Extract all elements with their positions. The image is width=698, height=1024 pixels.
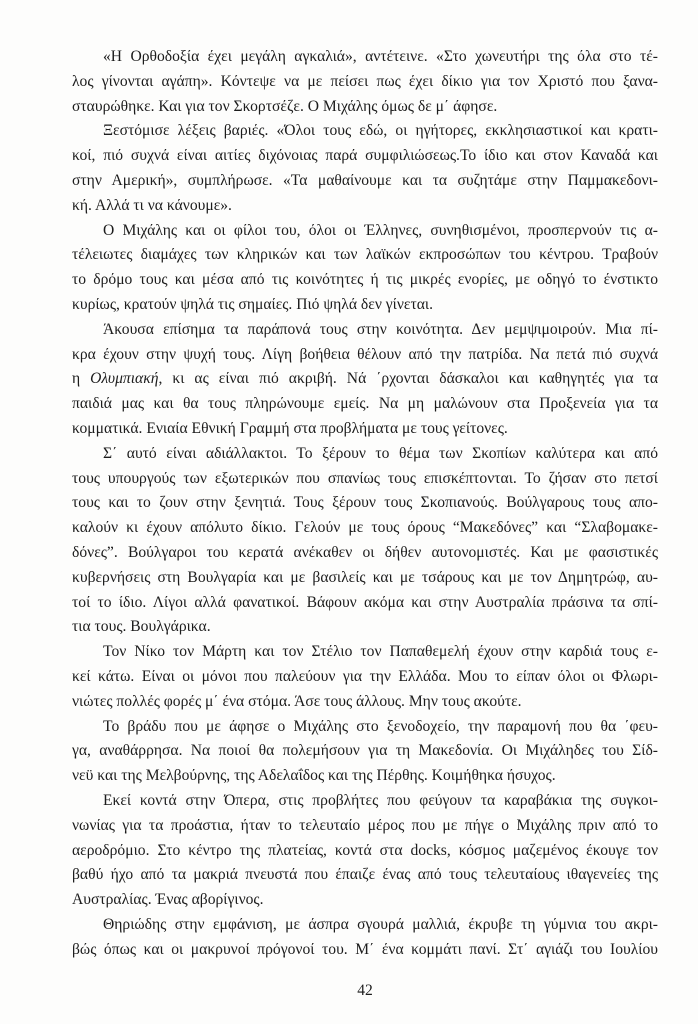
text-line <box>72 144 658 169</box>
text-segment: νωνίας για τα προάστια, ήταν το τελευταίο μέρος που με πήγε ο Μιχάλης πριν από το <box>72 816 658 834</box>
line-content <box>103 219 658 244</box>
text-segment: Ο Μιχάλης και οι φίλοι του, όλοι οι Έλληνες, συνηθισμένοι, προσπερνούν τις α- <box>103 221 658 239</box>
text-line <box>72 615 658 640</box>
text-segment: τέλειωτες διαμάχες των κληρικών και των λαϊκών εκπροσώπων του κέντρου. Τραβούν <box>72 246 658 264</box>
text-segment: κεί κάτω. Είναι οι μόνοι που παλεύουν για την Ελλάδα. Μου το είπαν όλοι οι Φλωρι- <box>72 667 658 685</box>
paragraph <box>72 119 658 218</box>
text-line <box>72 442 658 467</box>
text-line <box>72 789 658 814</box>
text-line <box>72 541 658 566</box>
text-line <box>72 70 658 95</box>
paragraph <box>72 219 658 318</box>
text-segment: τους και το ζουν στην ξενητιά. Τους ξέρουν τους Σκοπιανούς. Βούλγαρους τους απο- <box>72 494 658 512</box>
italic-text: Ολυμπιακή <box>90 370 159 388</box>
line-content <box>72 615 658 640</box>
text-line <box>72 293 658 318</box>
text-segment: το δρόμο τους και μέσα από τις κοινότητες ή τις μικρές ενορίες, με οδηγό το ένστικτο <box>72 271 658 289</box>
line-content <box>72 367 658 392</box>
line-content <box>103 715 658 740</box>
text-segment: λος γίνονται αγάπη». Κόντεψε να με πείσει πως έχει δίκιο για τον Χριστό που ξανα- <box>72 72 658 90</box>
text-line <box>72 467 658 492</box>
text-line <box>72 318 658 343</box>
text-segment: νιώτες πολλές φορές μ΄ ένα στόμα. Άσε τους άλλους. Μην τους ακούτε. <box>72 692 522 710</box>
paragraph <box>72 442 658 640</box>
line-content <box>72 839 658 864</box>
text-segment: Εκεί κοντά στην Όπερα, στις προβλήτες που φεύγουν τα καραβάκια της συγκοι- <box>103 791 658 809</box>
text-segment: βαθύ ήχο από τα μακριά πνευστά που έπαιζε ένας από τους τελευταίους ιθαγενείες της <box>72 866 658 884</box>
text-line <box>72 417 658 442</box>
text-line <box>72 913 658 938</box>
line-content <box>72 293 658 318</box>
line-content <box>72 243 658 268</box>
text-line <box>72 219 658 244</box>
text-segment: καλούν κι έχουν απόλυτο δίκιο. Γελούν με τους όρους “Μακεδόνες” και “Σλαβομακε- <box>72 519 658 537</box>
line-content <box>72 467 658 492</box>
line-content <box>72 739 658 764</box>
text-line <box>72 839 658 864</box>
line-content <box>103 789 658 814</box>
text-segment: Ξεστόμισε λέξεις βαριές. «Όλοι τους εδώ, οι ηγήτορες, εκκλησιαστικοί και κρατι- <box>103 122 658 140</box>
line-content <box>72 343 658 368</box>
text-line <box>72 888 658 913</box>
text-segment: σταυρώθηκε. Και για τον Σκορτσέζε. Ο Μιχάλης όμως δε μ΄ άφησε. <box>72 97 498 115</box>
line-content <box>103 442 658 467</box>
line-content <box>72 764 658 789</box>
text-segment: κοί, πιό συχνά είναι αιτίες διχόνοιας παρά συμφιλιώσεως.Το ίδιο και στον Καναδά και <box>72 147 658 165</box>
line-content <box>72 690 658 715</box>
line-content <box>103 640 658 665</box>
text-segment: Αυστραλίας. Ένας αβορίγινος. <box>72 891 264 909</box>
text-segment: Άκουσα επίσημα τα παράπονά τους στην κοινότητα. Δεν μεμψιμοιρούν. Μια πί- <box>103 320 658 338</box>
text-segment: γα, αναθάρρησα. Να ποιοί θα πολεμήσουν για τη Μακεδονία. Οι Μιχάληδες του Σίδ- <box>72 742 658 760</box>
text-line <box>72 194 658 219</box>
line-content <box>72 144 658 169</box>
text-segment: στην Αμερική», συμπλήρωσε. «Τα μαθαίνουμε και τα συζητάμε στην Παμμακεδονι- <box>72 171 658 189</box>
text-line <box>72 45 658 70</box>
text-line <box>72 665 658 690</box>
text-line <box>72 119 658 144</box>
text-line <box>72 591 658 616</box>
line-content <box>103 119 658 144</box>
paragraph <box>72 45 658 119</box>
text-line <box>72 392 658 417</box>
line-content <box>72 814 658 839</box>
text-segment: Το βράδυ που με άφησε ο Μιχάλης στο ξενοδοχείο, την παραμονή που θα ΄φευ- <box>103 717 658 735</box>
line-content <box>72 491 658 516</box>
text-segment: κρα έχουν στην ψυχή τους. Λίγη βοήθεια θέλουν από την πατρίδα. Να πετά πιό συχνά <box>72 345 658 363</box>
text-line <box>72 268 658 293</box>
line-content <box>72 417 658 442</box>
line-content <box>72 169 658 194</box>
text-segment: κυρίως, κρατούν ψηλά τις σημαίες. Πιό ψηλά δεν γίνεται. <box>72 295 433 313</box>
paragraph <box>72 913 658 963</box>
text-line <box>72 715 658 740</box>
line-content <box>103 45 658 70</box>
line-content <box>72 888 658 913</box>
text-line <box>72 739 658 764</box>
text-line <box>72 169 658 194</box>
line-content <box>72 516 658 541</box>
text-segment: Σ΄ αυτό είναι αδιάλλακτοι. Το ξέρουν το θέμα των Σκοπίων καλύτερα και από <box>103 444 658 462</box>
text-line <box>72 367 658 392</box>
paragraph <box>72 318 658 442</box>
line-content <box>72 95 658 120</box>
line-content <box>103 913 658 938</box>
text-segment: τοί το ίδιο. Λίγοι αλλά φανατικοί. Βάφουν ακόμα και στην Αυστραλία πράσινα τα σπί- <box>72 593 658 611</box>
text-line <box>72 566 658 591</box>
paragraph <box>72 789 658 913</box>
line-content <box>103 318 658 343</box>
line-content <box>72 863 658 888</box>
line-content <box>72 194 658 219</box>
text-line <box>72 863 658 888</box>
text-line <box>72 764 658 789</box>
page-body-text <box>72 45 658 962</box>
line-content <box>72 541 658 566</box>
text-segment: κυβερνήσεις στη Βουλγαρία και με βασιλείς και με τσάρους και με τον Δημητρώφ, αυ- <box>72 568 658 586</box>
text-segment: τους υπουργούς των εξωτερικών που σπανίως τους επισκέπτονται. Το ζήσαν στο πετσί <box>72 469 658 487</box>
text-segment: τια τους. Βουλγάρικα. <box>72 618 211 636</box>
line-content <box>72 591 658 616</box>
paragraph <box>72 640 658 714</box>
text-segment: δόνες”. Βούλγαροι του κερατά ανέκαθεν οι δήθεν αυτονομιστές. Και με φασιστικές <box>72 543 658 561</box>
text-line <box>72 95 658 120</box>
line-content <box>72 938 658 963</box>
line-content <box>72 566 658 591</box>
text-segment: παιδιά μας και θα τους πληρώνουμε εμείς. Να μη μαλώνουν στα Προξενεία για τα <box>72 395 658 413</box>
text-line <box>72 491 658 516</box>
line-content <box>72 665 658 690</box>
text-segment: κή. Αλλά τι να κάνουμε». <box>72 196 232 214</box>
text-segment: Θηριώδης στην εμφάνιση, με άσπρα σγουρά μαλλιά, έκρυβε τη γύμνια του ακρι- <box>103 915 658 933</box>
page-number: 42 <box>357 982 373 999</box>
text-line <box>72 690 658 715</box>
text-line <box>72 640 658 665</box>
paragraph <box>72 715 658 789</box>
text-line <box>72 938 658 963</box>
text-segment: η <box>72 370 91 388</box>
text-segment: «Η Ορθοδοξία έχει μεγάλη αγκαλιά», αντέτεινε. «Στο χωνευτήρι της όλα στο τέ- <box>103 48 658 65</box>
text-line <box>72 343 658 368</box>
text-line <box>72 243 658 268</box>
text-segment: , κι ας είναι πιό ακριβή. Νά ΄ρχονται δάσκαλοι και καθηγητές για τα <box>158 370 658 388</box>
line-content <box>72 70 658 95</box>
text-segment: αεροδρόμιο. Στο κέντρο της πλατείας, κοντά στα docks, κόσμος μαζεμένος έκουγε τον <box>72 841 658 859</box>
line-content <box>72 268 658 293</box>
text-segment: βώς όπως και οι μακρυνοί πρόγονοί του. Μ΄ ένα κομμάτι πανί. Στ΄ αγιάζι του Ιουλίου <box>72 940 658 958</box>
text-line <box>72 516 658 541</box>
text-segment: Τον Νίκο τον Μάρτη και τον Στέλιο τον Παπαθεμελή έχουν στην καρδιά τους ε- <box>103 643 658 661</box>
text-line <box>72 814 658 839</box>
text-segment: κομματικά. Ενιαία Εθνική Γραμμή στα προβλήματα με τους γείτονες. <box>72 419 508 437</box>
line-content <box>72 392 658 417</box>
text-segment: νεϋ και της Μελβούρνης, της Αδελαΐδος και της Πέρθης. Κοιμήθηκα ήσυχος. <box>72 767 556 785</box>
